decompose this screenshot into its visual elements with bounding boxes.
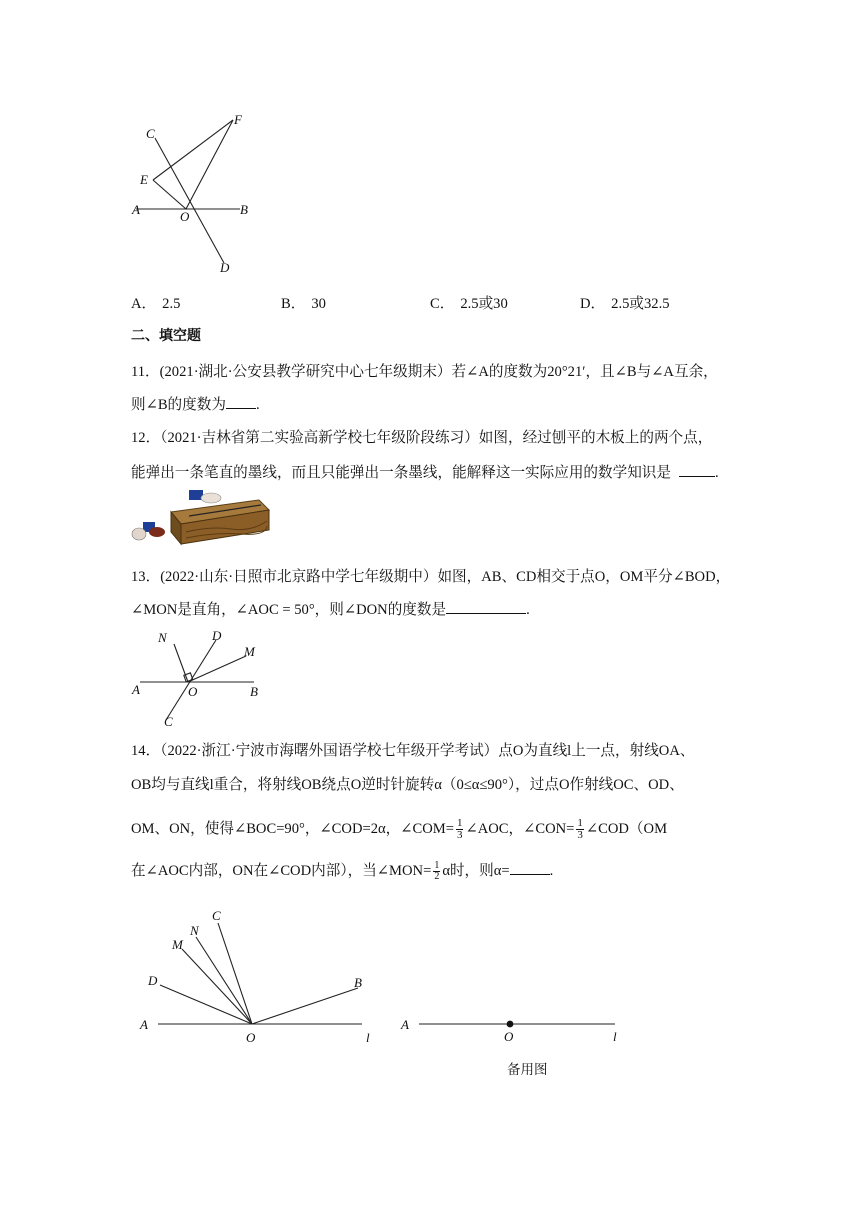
q14-line3: OM、ON，使得∠BOC=90°，∠COD=2α，∠COM= $\frac{1}{3}$ ∠AOC，∠CON= $\frac{1}{3}$ ∠COD（OM [131, 817, 668, 842]
label-O: O [246, 1030, 256, 1045]
q14-line4: 在∠AOC内部，ON在∠COD内部），当∠MON= $\frac{1}{2}$ α时，则α= . [131, 860, 554, 883]
label-B: B [240, 202, 248, 217]
figure-q13 [128, 624, 273, 728]
q11-line2: 则∠B的度数为 . [131, 394, 260, 415]
label-N: N [158, 630, 167, 645]
q14-line2: OB均与直线l重合，将射线OB绕点O逆时针旋转α（0≤α≤90°），过点O作射线OC、OD、 [131, 777, 684, 793]
figure-q14-spare [395, 1005, 635, 1045]
choice-a: A． 2.5 [131, 296, 181, 312]
figure-q10 [128, 108, 268, 280]
label-D: D [212, 628, 222, 643]
choice-c: C． 2.5或30 [430, 296, 508, 312]
q14-line1: 14．（2022·浙江·宁波市海曙外国语学校七年级开学考试）点O为直线l上一点，射线OA、 [131, 743, 695, 759]
label-O: O [188, 684, 198, 699]
label-M: M [172, 937, 183, 952]
label-D: D [220, 260, 230, 275]
label-A: A [132, 682, 140, 697]
label-C: C [146, 126, 155, 141]
fraction-one-third: $\frac{1}{3}$ [456, 817, 463, 842]
fraction-one-third: $\frac{1}{3}$ [577, 817, 583, 842]
label-O: O [180, 209, 190, 224]
label-B: B [250, 684, 258, 699]
label-C: C [164, 714, 173, 728]
spare-figure-caption: 备用图 [507, 1062, 548, 1078]
q12-line2: 能弹出一条笔直的墨线，而且只能弹出一条墨线，能解释这一实际应用的数学知识是 . [131, 462, 719, 483]
wood-board-picture [131, 488, 271, 548]
q11-line1: 11．(2021·湖北·公安县教学研究中心七年级期末）若∠A的度数为20°21′，且∠B与∠A互余， [131, 364, 718, 380]
label-A: A [401, 1017, 409, 1032]
q13-line1: 13．(2022·山东·日照市北京路中学七年级期中）如图，AB、CD相交于点O，OM平分∠BOD， [131, 569, 731, 585]
label-A: A [140, 1017, 148, 1032]
q12-line1: 12．（2021·吉林省第二实验高新学校七年级阶段练习）如图，经过刨平的木板上的两个点， [131, 430, 713, 446]
q14-answer-blank[interactable] [510, 860, 550, 875]
label-F: F [234, 112, 242, 127]
label-N: N [190, 923, 199, 938]
label-C: C [212, 908, 221, 923]
q13-line2: ∠MON是直角，∠AOC = 50°，则∠DON的度数是 . [131, 599, 530, 620]
label-A: A [132, 202, 140, 217]
section-title: 二、填空题 [131, 328, 201, 344]
q12-answer-blank[interactable] [679, 462, 715, 477]
label-l: l [613, 1029, 617, 1044]
q13-answer-blank[interactable] [446, 599, 526, 614]
label-E: E [140, 172, 148, 187]
figure-q14-main [130, 905, 380, 1045]
label-B: B [354, 975, 362, 990]
fraction-one-half: $\frac{1}{2}$ [434, 860, 440, 883]
point-O-dot [507, 1021, 514, 1028]
label-l: l [366, 1030, 370, 1045]
q11-answer-blank[interactable] [226, 394, 256, 409]
choice-d: D． 2.5或32.5 [580, 296, 670, 312]
label-O: O [504, 1029, 514, 1044]
label-D: D [148, 973, 158, 988]
label-M: M [244, 644, 255, 659]
choice-b: B． 30 [281, 296, 326, 312]
